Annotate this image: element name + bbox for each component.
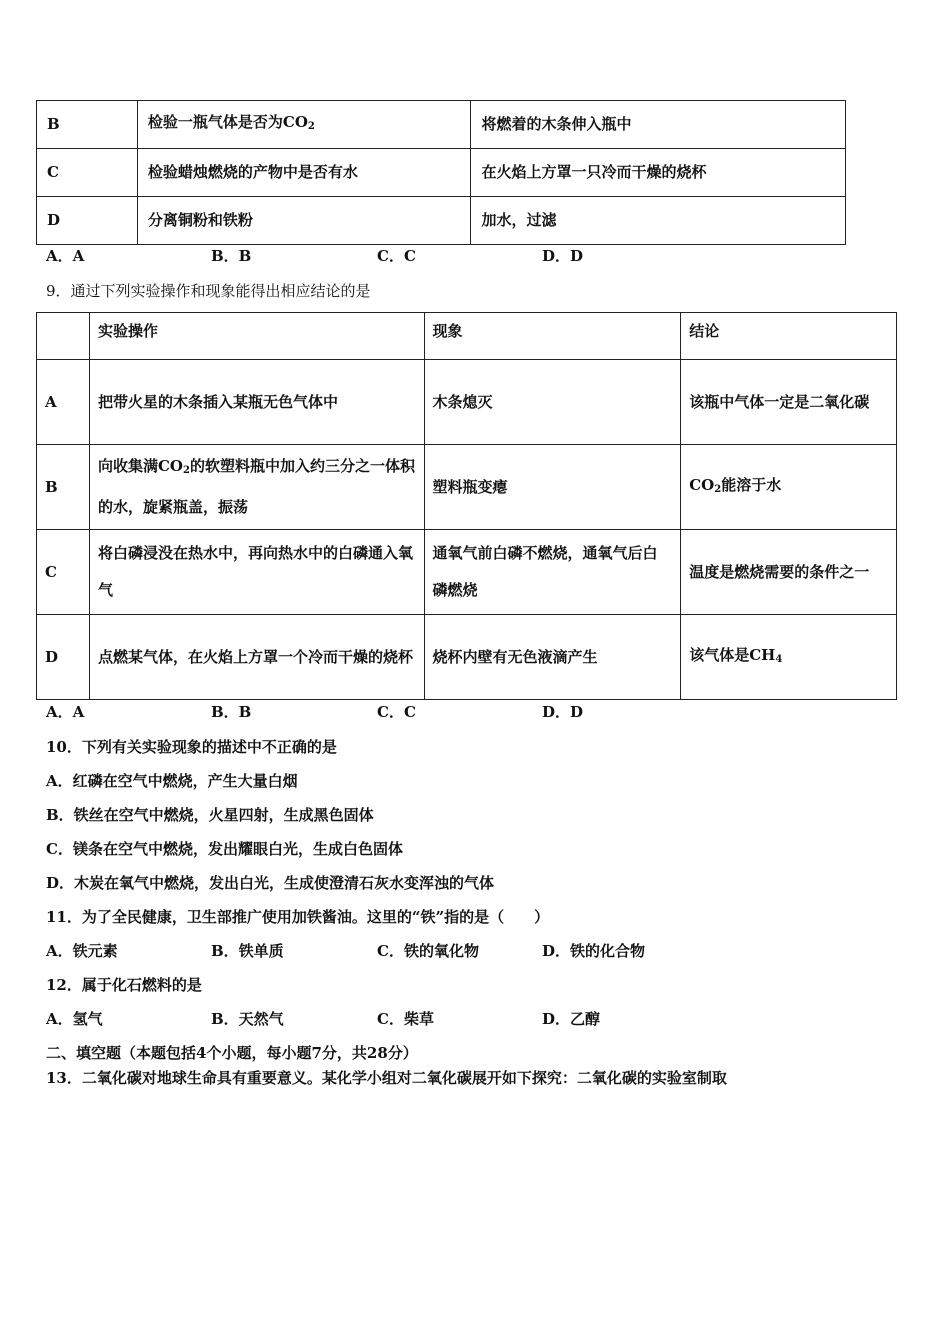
header-phenomenon: 现象 (424, 313, 681, 360)
option-d: D．D (542, 247, 584, 265)
row-label: D (37, 197, 138, 245)
row-label: C (37, 530, 90, 615)
option-c: C．C (377, 703, 416, 721)
row-label: C (37, 149, 138, 197)
method-cell: 加水，过滤 (471, 197, 846, 245)
phenomenon-cell: 木条熄灭 (424, 360, 681, 445)
q12-option-d: D．乙醇 (542, 1010, 601, 1028)
conclusion-cell: 该瓶中气体一定是二氧化碳 (681, 360, 897, 445)
question-8-table (36, 100, 846, 245)
table-row (37, 445, 897, 530)
task-cell: 分离铜粉和铁粉 (137, 197, 471, 245)
phenomenon-cell: 烧杯内壁有无色液滴产生 (424, 615, 681, 700)
q12-option-b: B．天然气 (211, 1010, 284, 1028)
option-b: B．B (211, 703, 252, 721)
conclusion-cell: 温度是燃烧需要的条件之一 (681, 530, 897, 615)
phenomenon-cell: 塑料瓶变瘪 (424, 445, 681, 530)
task-cell: 检验一瓶气体是否为$CO_2$ (137, 101, 471, 149)
conclusion-cell: 该气体是$CH_4$ (681, 615, 897, 700)
operation-cell: 将白磷浸没在热水中，再向热水中的白磷通入氧气 (89, 530, 424, 615)
table-row (37, 149, 846, 197)
question-11-stem: 11．为了全民健康，卫生部推广使用加铁酱油。这里的“铁”指的是（ ） (46, 908, 550, 926)
table-header-row (37, 313, 897, 360)
method-cell: 在火焰上方罩一只冷而干燥的烧杯 (471, 149, 846, 197)
option-d: D．D (542, 703, 584, 721)
table-row (37, 615, 897, 700)
row-label: B (37, 445, 90, 530)
table-row (37, 360, 897, 445)
phenomenon-cell: 通氧气前白磷不燃烧，通氧气后白磷燃烧 (424, 530, 681, 615)
option-a: A．A (46, 247, 85, 265)
q10-option-d: D．木炭在氧气中燃烧，发出白光，生成使澄清石灰水变浑浊的气体 (46, 874, 495, 892)
q12-option-a: A．氢气 (46, 1010, 103, 1028)
option-a: A．A (46, 703, 85, 721)
table-row (37, 197, 846, 245)
row-label: B (37, 101, 138, 149)
row-label: D (37, 615, 90, 700)
q11-option-c: C．铁的氧化物 (377, 942, 479, 960)
q10-option-a: A．红磷在空气中燃烧，产生大量白烟 (46, 772, 298, 790)
operation-cell: 把带火星的木条插入某瓶无色气体中 (89, 360, 424, 445)
option-b: B．B (211, 247, 252, 265)
question-13-stem: 13．二氧化碳对地球生命具有重要意义。某化学小组对二氧化碳展开如下探究：二氧化碳的实验室制取 (46, 1069, 727, 1087)
task-cell: 检验蜡烛燃烧的产物中是否有水 (137, 149, 471, 197)
question-12-stem: 12．属于化石燃料的是 (46, 976, 202, 994)
header-empty (37, 313, 90, 360)
q12-option-c: C．柴草 (377, 1010, 434, 1028)
option-c: C．C (377, 247, 416, 265)
table-row (37, 101, 846, 149)
section-heading: 二、填空题（本题包括4个小题，每小题7分，共28分） (46, 1044, 418, 1062)
conclusion-cell: $CO_2$能溶于水 (681, 445, 897, 530)
operation-cell: 点燃某气体，在火焰上方罩一个冷而干燥的烧杯 (89, 615, 424, 700)
q10-option-b: B．铁丝在空气中燃烧，火星四射，生成黑色固体 (46, 806, 374, 824)
header-operation: 实验操作 (89, 313, 424, 360)
q11-option-b: B．铁单质 (211, 942, 284, 960)
table-row (37, 530, 897, 615)
header-conclusion: 结论 (681, 313, 897, 360)
question-9-table (36, 312, 897, 700)
row-label: A (37, 360, 90, 445)
q11-option-d: D．铁的化合物 (542, 942, 646, 960)
q11-option-a: A．铁元素 (46, 942, 118, 960)
question-10-stem: 10．下列有关实验现象的描述中不正确的是 (46, 738, 337, 756)
operation-cell: 向收集满$CO_2$的软塑料瓶中加入约三分之一体积的水，旋紧瓶盖，振荡 (89, 445, 424, 530)
question-9-stem: 9．通过下列实验操作和现象能得出相应结论的是 (46, 282, 371, 300)
method-cell: 将燃着的木条伸入瓶中 (471, 101, 846, 149)
q10-option-c: C．镁条在空气中燃烧，发出耀眼白光，生成白色固体 (46, 840, 403, 858)
